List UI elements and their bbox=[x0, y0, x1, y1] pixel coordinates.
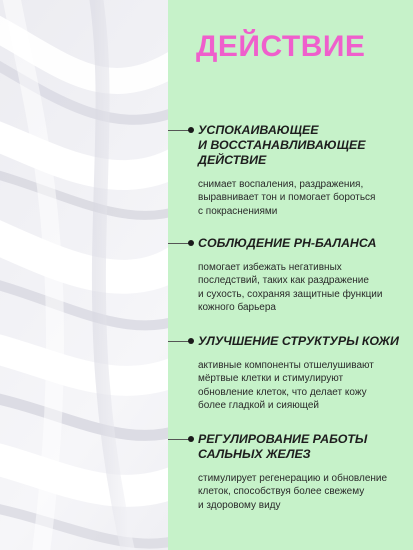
feature-description: помогает избежать негативных последствий, таких как раздражение и сухость, сохраняя защитные функции кожного барьера bbox=[198, 262, 383, 314]
feature-description: активные компоненты отшелушивают мёртвые клетки и стимулируют обновление клеток, что делает кожу более гладкой и сияющей bbox=[198, 360, 374, 412]
connector-line-1 bbox=[168, 130, 190, 131]
feature-heading: УЛУЧШЕНИЕ СТРУКТУРЫ КОЖИ bbox=[198, 334, 399, 348]
feature-skin-structure bbox=[198, 334, 408, 413]
feature-heading: СОБЛЮДЕНИЕ PH-БАЛАНСА bbox=[198, 236, 377, 250]
feature-ph-balance bbox=[198, 236, 408, 315]
feature-soothing bbox=[198, 123, 408, 218]
connector-dot-4 bbox=[188, 436, 194, 442]
feature-heading: РЕГУЛИРОВАНИЕ РАБОТЫ САЛЬНЫХ ЖЕЛЕЗ bbox=[198, 432, 368, 461]
connector-dot-3 bbox=[188, 338, 194, 344]
connector-line-4 bbox=[168, 439, 190, 440]
connector-dot-2 bbox=[188, 240, 194, 246]
connector-line-2 bbox=[168, 243, 190, 244]
feature-description: стимулирует регенерацию и обновление клеток, способствуя более свежему и здоровому виду bbox=[198, 473, 388, 511]
feature-heading: УСПОКАИВАЮЩЕЕ И ВОССТАНАВЛИВАЮЩЕЕ ДЕЙСТВИЕ bbox=[198, 123, 366, 167]
connector-line-3 bbox=[168, 341, 190, 342]
feature-description: снимает воспаления, раздражения, выравнивает тон и помогает бороться с покраснениями bbox=[198, 179, 376, 217]
connector-dot-1 bbox=[188, 127, 194, 133]
feature-sebum-regulation bbox=[198, 432, 408, 512]
page-title: ДЕЙСТВИЕ bbox=[196, 30, 366, 63]
